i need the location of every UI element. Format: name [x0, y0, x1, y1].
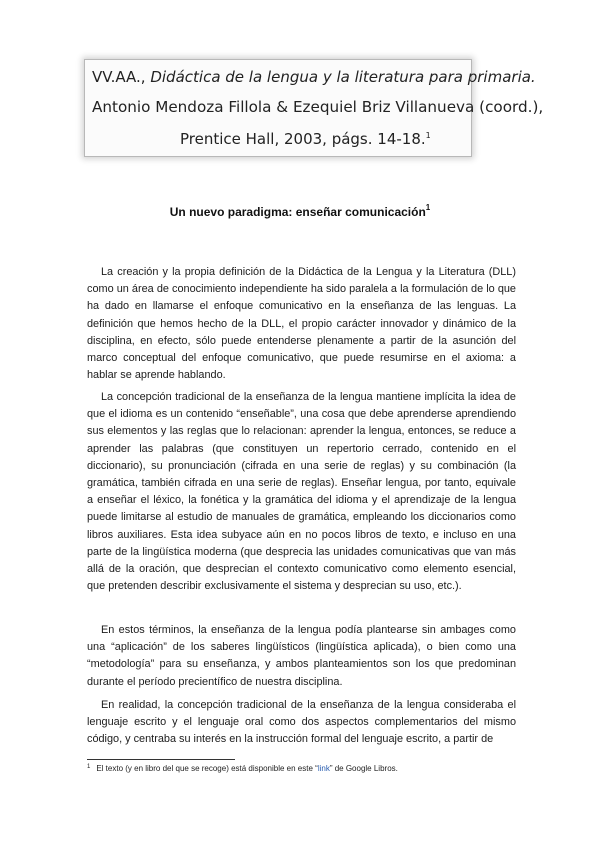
citation-authors: VV.AA., — [92, 68, 151, 86]
footnote-text-after: ” de Google Libros. — [329, 764, 398, 773]
page-title-text: Un nuevo paradigma: enseñar comunicación — [169, 205, 426, 219]
citation-note-mark: 1 — [425, 131, 431, 140]
title-note-mark: 1 — [425, 203, 431, 212]
footnote-separator — [87, 759, 235, 760]
citation-box — [84, 59, 544, 157]
page-title — [0, 203, 600, 219]
citation-publisher: Prentice Hall, 2003, págs. 14-18. — [180, 130, 426, 148]
citation-editors: Antonio Mendoza Fillola & Ezequiel Briz Villanueva (coord.), — [92, 98, 544, 116]
paragraph-4: En realidad, la concepción tradicional de la enseñanza de la lengua consideraba el lenguaje escrito y el lenguaje oral como dos aspectos complementarios del mismo código, y centraba su interés en la instrucción formal del lenguaje escrito, a partir de — [87, 699, 516, 746]
paragraph-3: En estos términos, la enseñanza de la lengua podía plantearse sin ambages como una “aplicación” de los saberes lingüísticos (lingüística aplicada), o bien como una “metodología” para su enseñanza, y ambos planteamientos son los que predominan durante el período precientífico de nuestra disciplina. — [87, 624, 516, 688]
footnote-link[interactable]: link — [317, 764, 330, 773]
footnote — [87, 764, 398, 773]
citation-line-3 — [180, 130, 431, 148]
citation-book-title: Didáctica de la lengua y la literatura para primaria. — [150, 68, 536, 86]
paragraph-1: La creación y la propia definición de la Didáctica de la Lengua y la Literatura (DLL) como un área de conocimiento independiente ha sido paralela a la formulación de lo que ha dado en llamarse el enfoque comunicativo en la enseñanza de las lenguas. La definición que hemos hecho de la DLL, el propio carácter innovador y dinámico de la disciplina, en efecto, sólo puede entenderse plenamente a partir de la asunción del marco conceptual del enfoque comunicativo, que puede resumirse en el axioma: a hablar se aprende hablando. — [87, 266, 516, 382]
footnote-mark: 1 — [87, 764, 91, 770]
paragraph-2: La concepción tradicional de la enseñanza de la lengua mantiene implícita la idea de que el idioma es un contenido “enseñable”, una cosa que debe aprenderse aprendiendo sus elementos y las reglas que lo relacionan: aprender la lengua, entonces, se reduce a aprender las palabras (que constituyen un repertorio cerrado, contenido en el diccionario), su pronunciación (cifrada en una serie de reglas) y su combinación (la gramática, también cifrada en una serie de reglas). Enseñar lengua, por tanto, equivale a enseñar el léxico, la fonética y la gramática del idioma y el aprendizaje de la lengua puede limitarse al estudio de manuales de gramática, empleando los diccionarios como libros auxiliares. Esta idea subyace aún en no pocos libros de texto, e incluso en una parte de la lingüística moderna (que desprecia las unidades comunicativas que van más allá de la oración, que desprecian el contexto comunicativo como elemento esencial, que pretenden describir exclusivamente el sistema y desprecian su uso, etc.). — [87, 391, 516, 593]
citation-line-1 — [92, 68, 536, 86]
footnote-text-before: El texto (y en libro del que se recoge) está disponible en este “ — [96, 764, 318, 773]
